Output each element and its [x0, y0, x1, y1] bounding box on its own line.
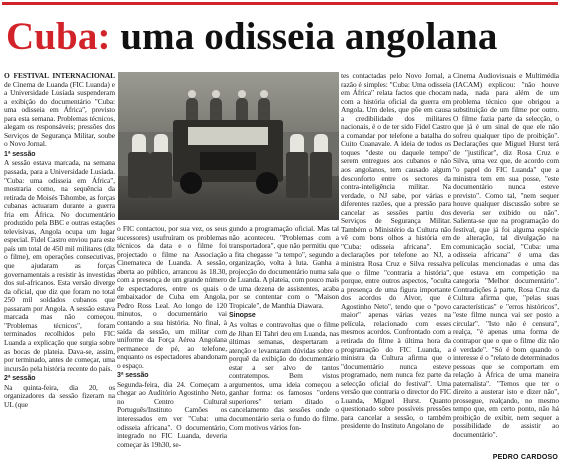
- column-2: [117, 225, 227, 449]
- top-rule: [2, 2, 558, 5]
- intro-paragraph: [4, 72, 115, 149]
- column-4-body: tes contactadas pelo Novo Jornal, a razão é simples: "Cuba: Uma odisseia em África" relata factos que chocam com a história oficial da guerra em Angola. Um deles, que põe em causa a credibilidade dos militares nacionais, é o de ter sido Fidel Castro a comandar por telefone a batalha do Cuito Cuanavale. A ideia de todos os toques "deste ou daquele tempo" serem entregues aos cubanos e não aos angolanos, tem causado algum desconforto entre os sectores da contra-inteligência militar. Na verdade, o NJ sabe, por várias e diferentes razões, que a pressão para cancelar as sessões partiu dos Serviços de Segurança Militar. Também o Ministério da Cultura não vê com bons olhos a história em "Cuba: odisseia africana". Em declarações por telefone ao NJ, a ministra Rosa Cruz e Silva ressalva que o filme "contraria a história", porque, entre outros aspectos, "oculta a presença de uma figura importante dos acordos do Alvor, que é Agostinho Neto", tendo que o "povo maior" apenas várias vezes na película, relacionado com esses mesmos acordos. Confrontado com a retirada do filme à última hora da programação do FIC Luanda, a ministra da Cultura afirma que o "documentário nunca esteve programado, nem nunca fez parte da selecção oficial do festival". Uma versão que contraria o director do FIC Luanda, Miguel Hurst. Quanto questionado sobre possíveis pressões para cancelar a sessão, o também presidente do Instituto Angolano de: [341, 71, 451, 431]
- column-2-body: o FIC contactou, por sua vez, os seus sucessores) usufruíram os problemas técnicos da data e o filme foi projectado o filme na Associação Cinemateca de Luanda. A sessão, aberta ao público, arrancou às 18.30, com a presença de um grande número de espectadores, entre os quais o embaixador de Cuba em Angola, Pedro Ross Leal. Ao longo de 120 minutos, o documentário vai contando a sua história. No final, à saída da sessão, um militar com uniforme da Força Aérea Angolana permanece de pé, ao telefone, enquanto os espectadores abandonam o espaço.: [117, 224, 227, 370]
- headline-red: Cuba:: [6, 15, 111, 58]
- headline: [6, 9, 558, 65]
- subhead-1: 1ª sessão: [4, 150, 36, 158]
- column-5-body: Cinema Audiovisuais e Multimédia (IACAM) explicou: "não houve nada, nada para além de um problema técnico que obrigou a substituição de um filme por outro. O filme fazia parte da selecção, o que já é um sinal de que ele não sofreu qualquer tipo de proibição". Declarações que Miguel Hurst terá de "justificar", diz Rosa Cruz e Silva, uma vez que, de acordo com "o papel do FIC Luanda" que a ministra tem em sua posse, "este documentário nunca esteve previsto". Como tal, "nem sequer houve qualquer discussão sobre se deveria ser exibido ou não". Salienta-se que na programação do festival, que já foi alguma espécie de alteração, tal divulgação na comunicação social, "Cuba: uma odisseia africana" é uma das películas mencionadas e uma das que estava em competição na categoria "Melhor documentário". Contradições à parte, Rosa Cruz da Cultura afirma que, "pelas suas características" e "erros históricos", "este filme nunca vai ser posto a circular". "Isto não é censura", realça, "é apenas uma forma de contrapor que o que o filme diz não é verdade". "Só é bom quando o interesse é o "relato de determinados pessoas que se comportam em relação à África de uma maneira paternalista". "Temos que ter o direito a austerar isto e dizer não", prossegue, realçando, no mesmo tempo que, em certo ponto, não há proibição de exibir, nem sequer a possibilidade de assistir ao documentário".: [453, 71, 559, 439]
- section-3-body: Segunda-feira, dia 24. Começam a chegar ao Auditório Agostinho Neto, no Centro Cultural Português/Instituto Camões os interessados em ver "Cuba: uma odisseia africana". O documentário, integrado no FIC Luanda, deveria começar às 19h30, se-: [117, 379, 227, 449]
- column-3: [229, 225, 339, 432]
- section-1-body: A sessão estava marcada, na semana passada, para a Universidade Lusíada. "Cuba: uma odisseia em África", mostraria como, na sequência da retirada de Moisés Tshombe, as forças cubanas actuaram durante a guerra fria em África. No documentário produzido pela BBC e outras estações televisivas, Angola ocupa um lugar especial. Fidel Castro enviou para este país um total de 450 mil militares (diz o filme), em operações consecutivas, que ajudaram as forças governamentais a resistir às investidas dos sul-africanos. Esta versão diverge da oficial, que diz que foram no total 250 mil soldados cubanos que passaram por Angola. A sessão estava marcada mas não começou. "Problemas técnicos", foram terminados recolhidos pelo FIC Luanda a explicação que surgia sobre as bocas de plateia. Dava-se, assim, por terminado, antes de começar, uma incursão pela história recente do país.: [4, 158, 115, 373]
- byline: PEDRO CARDOSO: [492, 454, 558, 461]
- column-3-body: gundo a programação oficial. Mas tal não aconteceu. "Problemas com a transportadora", que não permitiu que a fita chegasse "a tempo", segundo a organização, volta à luta. Ganha a projecção do documentário numa sala de Luanda. A plateia, com pouco mais de uma dezena de assistentes, acaba por se contentar com o "Maison Tropicale", de Manthia Diawara.: [229, 224, 339, 310]
- intro-body: de Cinema de Luanda (FIC Luanda) e a Universidade Lusíada suspenderam a exibição do documentário "Cuba: uma odisseia em África", previsto para esta semana. Problemas técnicos, alegam os responsáveis; pressões dos Serviços de Segurança Militar, soube o Novo Jornal.: [4, 79, 115, 149]
- headline-black: uma odisseia angolana: [110, 15, 498, 58]
- subhead-sinopse: Sinopse: [229, 312, 256, 320]
- column-4: [341, 72, 451, 431]
- news-photo: [118, 72, 339, 220]
- sinopse-body: As voltas e contravoltas que o filme de Jihan El Tahri deu em Luanda, nas últimas semanas, despertaram a atenção e levantaram dúvidas sobre o porquê da exibição do documentário estar a ser alvo de tantos contratempos. Bem vistos argumentos, uma ideia começou a ganhar forma: os famosos "ordens superiores" teriam ditado o cancelamento das sessões onde o documentário seria o fundo do filme. Com motivos vários fon-: [229, 320, 339, 432]
- subhead-2: 2ª sessão: [4, 375, 36, 383]
- subhead-3: 3ª sessão: [117, 372, 149, 380]
- column-5: [453, 72, 559, 440]
- column-1: [4, 72, 115, 409]
- section-2-body: Na quinta-feira, dia 20, os organizadores da sessão fizeram na UL (que: [4, 382, 115, 409]
- intro-lead: O FESTIVAL INTERNACIONAL: [4, 71, 115, 80]
